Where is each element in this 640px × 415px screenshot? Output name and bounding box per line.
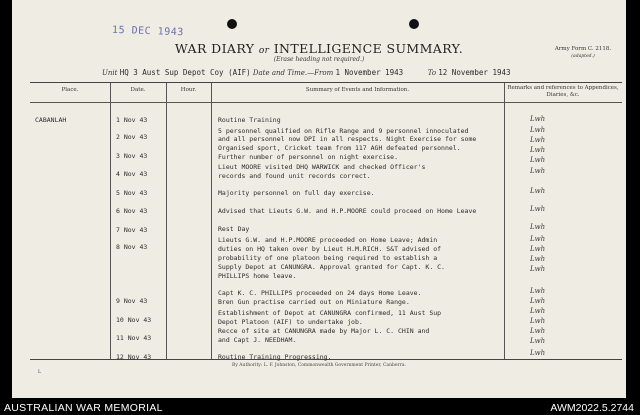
- header-hour: Hour.: [180, 87, 197, 93]
- date-time-label: Date and Time.—From: [252, 69, 334, 77]
- summary-line: Routine Training: [218, 116, 281, 124]
- date-cell: 9 Nov 43: [116, 297, 148, 305]
- summary-line: PHILLIPS home leave.: [218, 272, 297, 280]
- summary-line: Lieuts G.W. and H.P.MOORE proceeded on Home Leave; Admin: [218, 236, 438, 244]
- archive-reference: AWM2022.5.2744: [550, 402, 634, 414]
- date-cell: 3 Nov 43: [116, 152, 148, 160]
- title-war-diary: WAR DIARY: [174, 41, 255, 56]
- initials-mark: Lwh: [530, 126, 546, 134]
- initials-mark: Lwh: [530, 245, 546, 253]
- initials-mark: Lwh: [530, 265, 546, 273]
- date-cell: 8 Nov 43: [116, 243, 148, 251]
- initials-mark: Lwh: [530, 187, 546, 195]
- initials-mark: Lwh: [530, 115, 546, 123]
- initials-mark: Lwh: [530, 223, 546, 231]
- summary-line: and Capt J. NEEDHAM.: [218, 336, 297, 344]
- header-place: Place.: [61, 87, 79, 93]
- date-cell: 11 Nov 43: [116, 334, 152, 342]
- summary-line: Capt K. C. PHILLIPS proceeded on 24 days Home Leave.: [218, 289, 422, 297]
- summary-line: and all personnel now DPI in all respects. Night Exercise for some: [218, 135, 477, 143]
- summary-line: Supply Depot at CANUNGRA. Approval granted for Capt. K. C.: [218, 263, 445, 271]
- summary-line: duties on HQ taken over by Lieut H.M.RICH. S&T advised of: [218, 245, 442, 253]
- army-form-number: Army Form C. 2118.: [554, 46, 612, 52]
- column-divider: [166, 83, 167, 359]
- summary-line: Depot Platoon (AIF) to undertake job.: [218, 318, 363, 326]
- diary-table: [30, 82, 622, 360]
- summary-line: Majority personnel on full day exercise.: [218, 189, 375, 197]
- initials-mark: Lwh: [530, 337, 546, 345]
- header-date: Date.: [130, 87, 146, 93]
- summary-line: Routine Training Progressing.: [218, 353, 332, 361]
- initials-mark: Lwh: [530, 327, 546, 335]
- initials-mark: Lwh: [530, 167, 546, 175]
- army-form-sub: (adapted.): [571, 54, 595, 59]
- initials-mark: Lwh: [530, 205, 546, 213]
- header-summary: Summary of Events and Information.: [305, 87, 410, 93]
- date-cell: 2 Nov 43: [116, 133, 148, 141]
- army-form-label: [544, 46, 622, 60]
- summary-line: Further number of personnel on night exercise.: [218, 153, 399, 161]
- unit-line: [102, 68, 612, 77]
- date-cell: 6 Nov 43: [116, 207, 148, 215]
- summary-line: Organised sport, Cricket team from 117 AGH defeated personnel.: [218, 144, 461, 152]
- summary-line: Advised that Lieuts G.W. and H.P.MOORE could proceed on Home Leave: [218, 207, 477, 215]
- initials-mark: Lwh: [530, 307, 546, 315]
- date-from: 1 November 1943: [335, 68, 404, 77]
- unit-value: HQ 3 Aust Sup Depot Coy (AIF): [119, 68, 251, 77]
- summary-line: Establishment of Depot at CANUNGRA confirmed, 11 Aust Sup: [218, 309, 442, 317]
- summary-line: Lieut MOORE visited DHQ WARWICK and checked Officer's: [218, 163, 426, 171]
- initials-mark: Lwh: [530, 156, 546, 164]
- form-subtitle: (Erase heading not required.): [273, 56, 365, 63]
- summary-line: records and found unit records correct.: [218, 172, 371, 180]
- date-cell: 5 Nov 43: [116, 189, 148, 197]
- date-cell: 12 Nov 43: [116, 353, 152, 361]
- summary-line: Bren Gun practise carried out on Miniature Range.: [218, 298, 410, 306]
- initials-mark: Lwh: [530, 255, 546, 263]
- diary-page: [12, 0, 626, 398]
- initials-mark: Lwh: [530, 235, 546, 243]
- initials-mark: Lwh: [530, 349, 546, 357]
- title-intelligence-summary: INTELLIGENCE SUMMARY.: [273, 41, 464, 56]
- column-divider: [110, 83, 111, 359]
- initials-mark: Lwh: [530, 136, 546, 144]
- date-cell: 7 Nov 43: [116, 226, 148, 234]
- punch-hole: [227, 19, 237, 29]
- place-cell: CABANLAH: [35, 116, 67, 124]
- header-remarks: Remarks and references to Appendices, Diaries, &c.: [507, 85, 619, 98]
- summary-line: Recce of site at CANUNGRA made by Major L. C. CHIN and: [218, 327, 430, 335]
- column-divider: [504, 83, 505, 359]
- punch-hole: [409, 19, 419, 29]
- archive-caption: AUSTRALIAN WAR MEMORIAL: [4, 402, 163, 414]
- summary-line: 5 personnel qualified on Rifle Range and 9 personnel innoculated: [218, 127, 469, 135]
- header-divider: [30, 102, 622, 103]
- summary-line: Rest Day: [218, 225, 250, 233]
- to-label: To: [427, 69, 437, 77]
- summary-line: probability of one platoon being required to establish a: [218, 254, 438, 262]
- date-cell: 4 Nov 43: [116, 170, 148, 178]
- column-divider: [211, 83, 212, 359]
- date-cell: 1 Nov 43: [116, 116, 148, 124]
- title-or: or: [258, 46, 270, 56]
- date-stamp: 15 DEC 1943: [111, 24, 184, 39]
- date-cell: 10 Nov 43: [116, 316, 152, 324]
- initials-mark: Lwh: [530, 287, 546, 295]
- unit-label: Unit: [102, 69, 118, 77]
- footer-ref: L: [38, 370, 41, 375]
- date-to: 12 November 1943: [438, 68, 511, 77]
- initials-mark: Lwh: [530, 317, 546, 325]
- initials-mark: Lwh: [530, 146, 546, 154]
- initials-mark: Lwh: [530, 297, 546, 305]
- form-title: [12, 41, 626, 56]
- printer-footer: By Authority: L. F. Johnston, Commonwealth Government Printer, Canberra.: [232, 363, 406, 368]
